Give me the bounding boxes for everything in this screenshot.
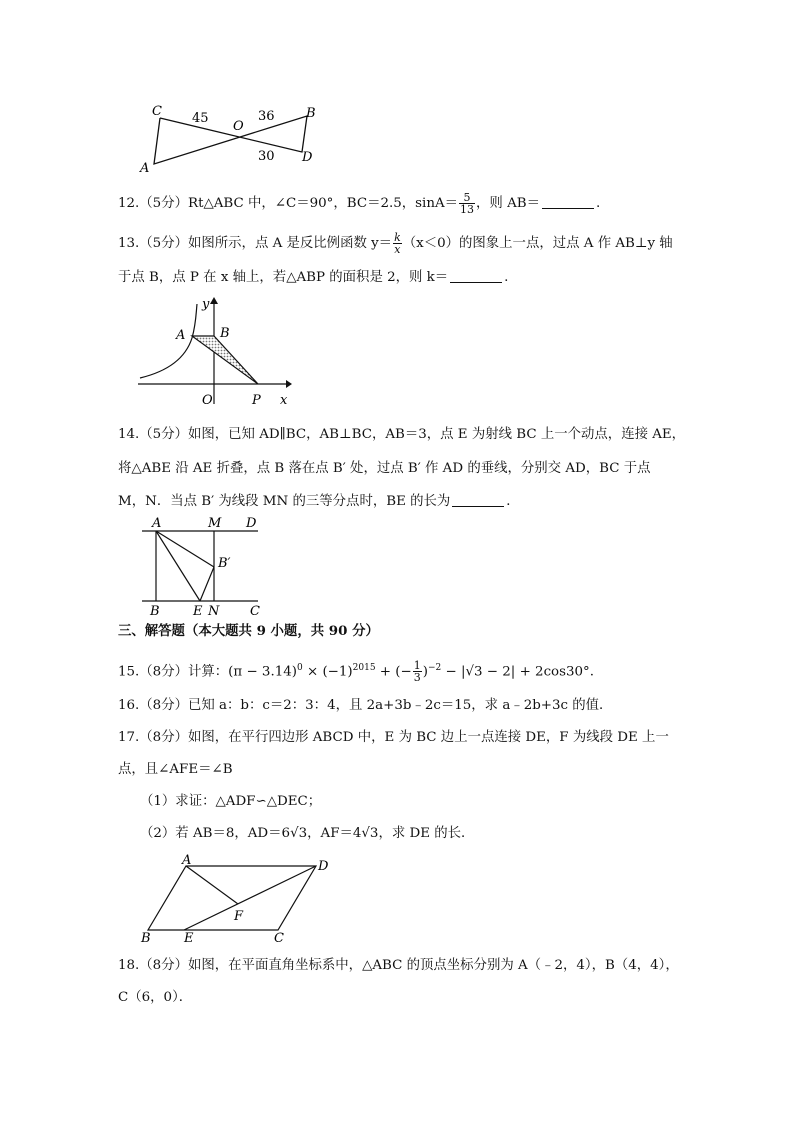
question-18-line1: 18.（8分）如图，在平面直角坐标系中，△ABC 的顶点坐标分别为 A（﹣2，4），B（4，4），	[118, 958, 679, 973]
figure-q11	[130, 98, 330, 176]
q13-fraction	[393, 232, 402, 255]
label-D: D	[318, 859, 329, 874]
segment-EB-prime	[200, 567, 214, 601]
q15-prefix: 15.（8分）计算：	[118, 664, 229, 680]
label-C: C	[250, 604, 260, 615]
label-D: D	[246, 516, 257, 531]
label-B: B	[306, 106, 316, 121]
hyperbola-curve	[140, 304, 197, 378]
q14-line3-end: ．	[506, 494, 520, 509]
q14-line3-prefix: M，N．当点 B′ 为线段 MN 的三等分点时，BE 的长为	[118, 494, 451, 509]
q13-line1-suffix: （x＜0）的图象上一点，过点 A 作 AB⊥y 轴	[402, 236, 673, 251]
label-B-prime: B′	[218, 556, 231, 571]
q12-prefix: 12.（5分）Rt△ABC 中，∠C＝90°，BC＝2.5，sinA＝	[118, 196, 459, 211]
q13-frac-den: x	[394, 243, 401, 256]
q15-fraction	[413, 660, 422, 683]
figure-q14	[140, 515, 270, 615]
q13-frac-num: k	[394, 231, 401, 244]
label-P: P	[252, 393, 261, 408]
q13-line2-prefix: 于点 B，点 P 在 x 轴上，若△ABP 的面积是 2，则 k＝	[118, 270, 449, 285]
q12-end: .	[595, 196, 601, 211]
q12-suffix: ，则 AB＝	[476, 196, 540, 211]
question-16: 16.（8分）已知 a：b：c＝2：3：4，且 2a+3b﹣2c＝15，求 a﹣2b+3c 的值．	[118, 698, 613, 713]
q15-exp-d: −2	[427, 663, 442, 673]
label-A: A	[176, 328, 186, 343]
question-14-line2: 将△ABE 沿 AE 折叠，点 B 落在点 B′ 处，过点 B′ 作 AD 的垂线，分别交 AD，BC 于点	[118, 461, 651, 476]
label-O: O	[233, 119, 244, 134]
label-B: B	[220, 326, 230, 341]
label-F: F	[234, 909, 244, 924]
q15-part-c: + (−	[375, 664, 412, 680]
label-A: A	[152, 516, 162, 531]
bowtie-shape	[154, 116, 307, 164]
label-E: E	[193, 604, 203, 615]
label-A: A	[182, 853, 192, 868]
q12-frac-den: 13	[460, 203, 475, 216]
question-17-line1: 17.（8分）如图，在平行四边形 ABCD 中，E 为 BC 边上一点连接 DE，F 为线段 DE 上一	[118, 730, 669, 745]
q13-answer-blank	[450, 268, 502, 283]
q15-part-e: − |√3 − 2| + 2cos30°.	[441, 664, 594, 680]
triangle-ABP	[192, 336, 258, 384]
label-36: 36	[258, 109, 275, 124]
question-14-line1: 14.（5分）如图，已知 AD∥BC，AB⊥BC，AB＝3，点 E 为射线 BC 上一个动点，连接 AE，	[118, 427, 686, 442]
q15-exp-b: 2015	[352, 663, 376, 673]
question-13-line2	[118, 268, 508, 288]
question-14-line3	[118, 492, 520, 512]
question-17-sub2: （2）若 AB＝8，AD＝6√3，AF＝4√3，求 DE 的长．	[140, 826, 475, 841]
x-axis-arrow	[286, 380, 292, 388]
segment-DE	[184, 866, 316, 930]
question-17-line2: 点，且∠AFE＝∠B	[118, 762, 233, 777]
label-O: O	[202, 393, 213, 408]
label-B: B	[150, 604, 160, 615]
question-18-line2: C（6，0）．	[118, 990, 193, 1005]
q15-frac-den: 3	[413, 671, 421, 685]
q15-part-a: (π − 3.14)	[228, 664, 297, 680]
label-M: M	[208, 516, 222, 531]
parallelogram-ABCD	[148, 866, 316, 930]
question-17-sub1: （1）求证：△ADF∽△DEC；	[140, 794, 322, 809]
label-C: C	[152, 104, 162, 119]
q13-line1-prefix: 13.（5分）如图所示，点 A 是反比例函数 y＝	[118, 236, 393, 251]
figure-q17	[138, 852, 338, 944]
label-x: x	[280, 393, 288, 408]
label-A: A	[140, 161, 150, 176]
section-3-heading: 三、解答题（本大题共 9 小题，共 90 分）	[118, 623, 379, 639]
q15-exp-a: 0	[296, 663, 303, 673]
label-E: E	[184, 931, 194, 944]
label-30: 30	[258, 149, 275, 164]
y-axis-arrow	[210, 297, 218, 304]
q13-line2-end: .	[504, 270, 509, 285]
label-y: y	[202, 297, 210, 312]
q12-fraction	[459, 192, 475, 215]
q12-frac-num: 5	[459, 192, 475, 204]
q14-answer-blank	[452, 492, 504, 507]
question-15	[118, 658, 594, 683]
q15-frac-num: 1	[413, 659, 421, 673]
figure-q13	[130, 292, 300, 412]
q12-answer-blank	[542, 194, 594, 209]
label-N: N	[208, 604, 220, 615]
segment-AB-prime	[156, 531, 214, 567]
label-C: C	[274, 931, 284, 944]
label-D: D	[302, 150, 313, 165]
question-13-line1	[118, 232, 673, 255]
label-B: B	[141, 931, 151, 944]
question-12	[118, 192, 600, 215]
label-45: 45	[192, 111, 209, 126]
q15-part-b: × (−1)	[302, 664, 353, 680]
segment-AF	[186, 866, 238, 904]
q15-part-d: )	[422, 664, 428, 680]
segment-AE	[156, 531, 200, 601]
